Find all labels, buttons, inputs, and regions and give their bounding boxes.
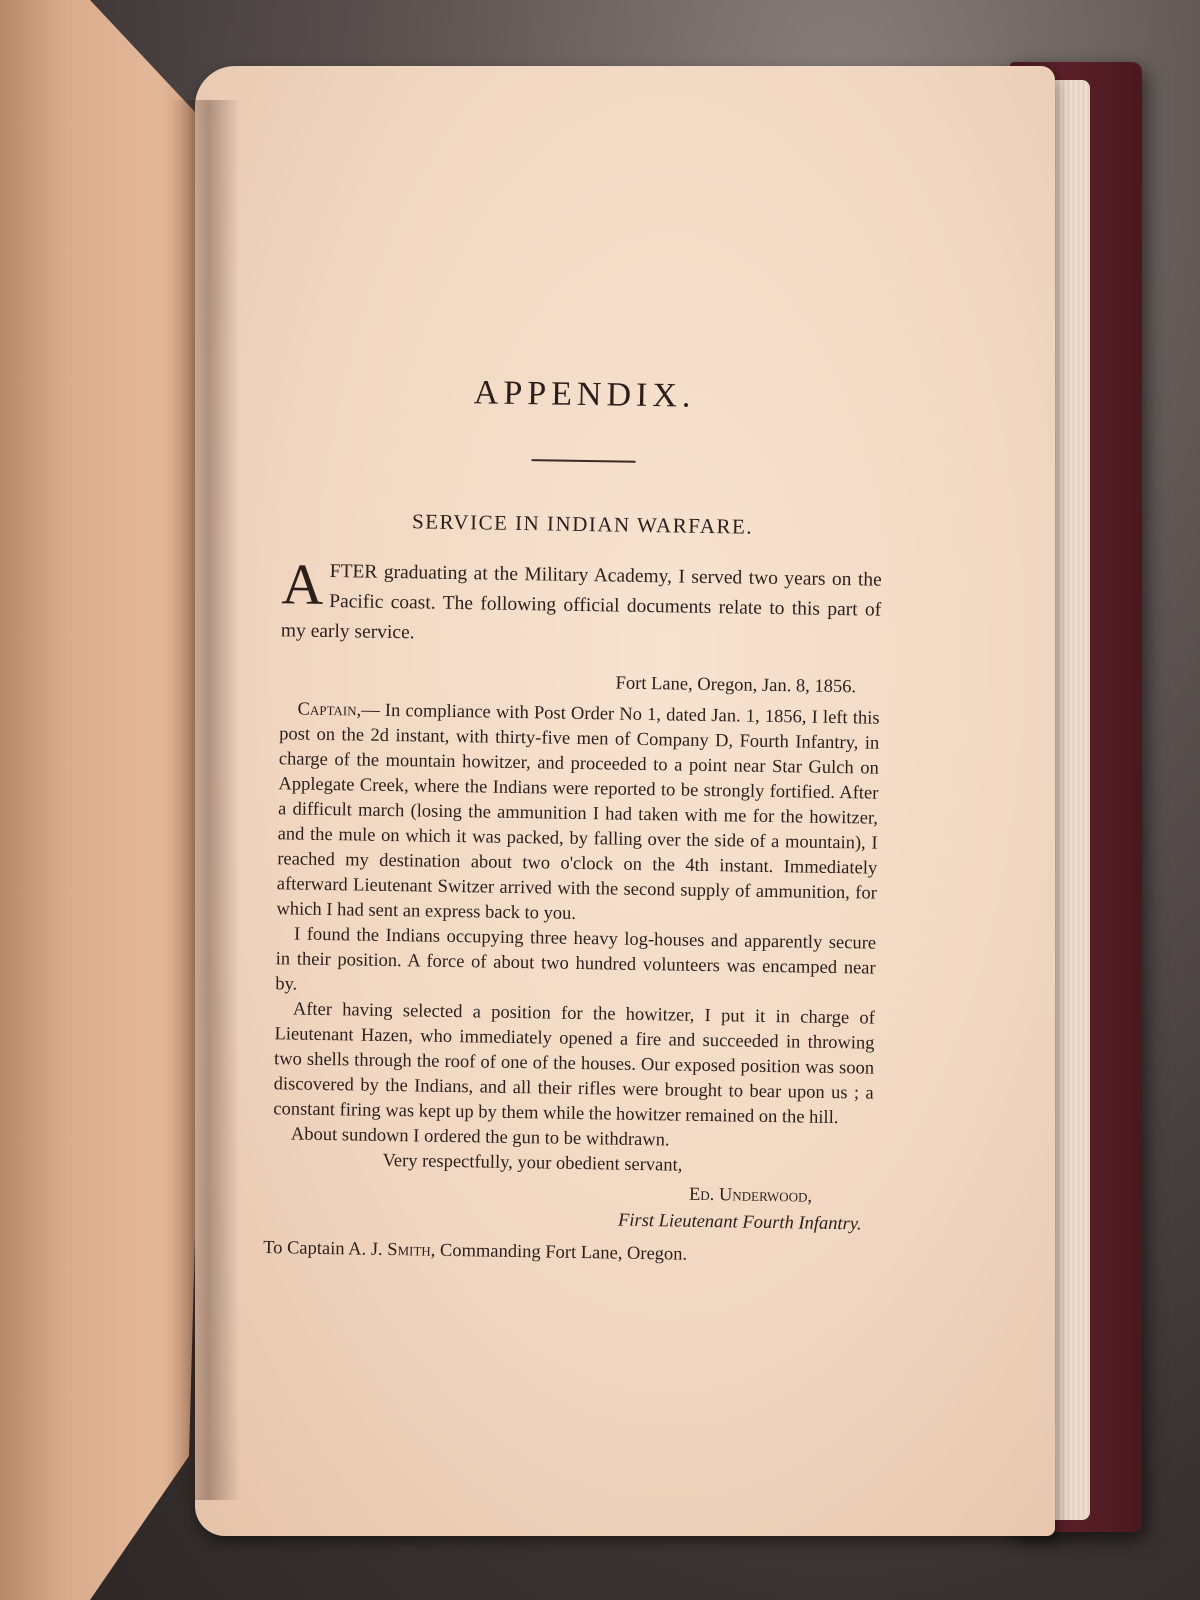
letter-paragraph: [276, 697, 879, 931]
letter-paragraph: About sundown I ordered the gun to be withdrawn.: [290, 1124, 670, 1151]
signer-name: Ed. Underwood,: [688, 1184, 813, 1207]
address-suffix: Commanding Fort Lane, Oregon.: [439, 1240, 688, 1265]
title-rule: [532, 459, 636, 463]
page-title: APPENDIX.: [473, 374, 696, 415]
address-name: Smith,: [387, 1240, 436, 1261]
address-prefix: To Captain A. J.: [263, 1238, 383, 1260]
drop-cap: A: [281, 551, 325, 617]
section-title: SERVICE IN INDIAN WARFARE.: [411, 509, 754, 539]
letter-paragraph: I found the Indians occupying three heavy log-houses and apparently secure in their position. A force of about two hundred volunteers was encamped near by.: [275, 924, 877, 995]
signer-title: First Lieutenant Fourth Infantry.: [617, 1210, 862, 1235]
letter-body: [273, 697, 880, 1156]
salutation: Captain,: [297, 699, 362, 721]
letter-text: — In compliance with Post Order No 1, dated Jan. 1, 1856, I left this post on the 2d instant, with thirty-five men of Company D, Fourth Infantry, in charge of the mountain howitzer, and proceeded to a point near Star Gulch on Applegate Creek, where the Indians were reported to be strongly fortified. After a difficult march (losing the ammunition I had taken with me for the howitzer, and the mule on which it was packed, by falling over the side of a mountain), I reached my destination about two o'clock on the 4th instant. Immediately afterward Lieutenant Switzer arrived with the second supply of ammunition, for which I had sent an express back to you.: [276, 700, 880, 924]
dateline: Fort Lane, Oregon, Jan. 8, 1856.: [615, 673, 857, 698]
letter-paragraph: After having selected a position for the howitzer, I put it in charge of Lieutenant Hazen, who immediately opened a fire and succeeded in throwing two shells through the roof of one of the houses. Our exposed position was soon discovered by the Indians, and all their rifles were brought to bear upon us ; a constant firing was kept up by them while the howitzer remained on the hill.: [273, 999, 876, 1129]
gutter-shadow: [170, 100, 240, 1500]
page-content: [263, 365, 885, 1270]
intro-text: FTER graduating at the Military Academy, I served two years on the Pacific coast. The following official documents relate to this part of my early service.: [280, 561, 882, 644]
intro-paragraph: [280, 551, 882, 655]
closing: Very respectfully, your obedient servant,: [382, 1150, 683, 1176]
